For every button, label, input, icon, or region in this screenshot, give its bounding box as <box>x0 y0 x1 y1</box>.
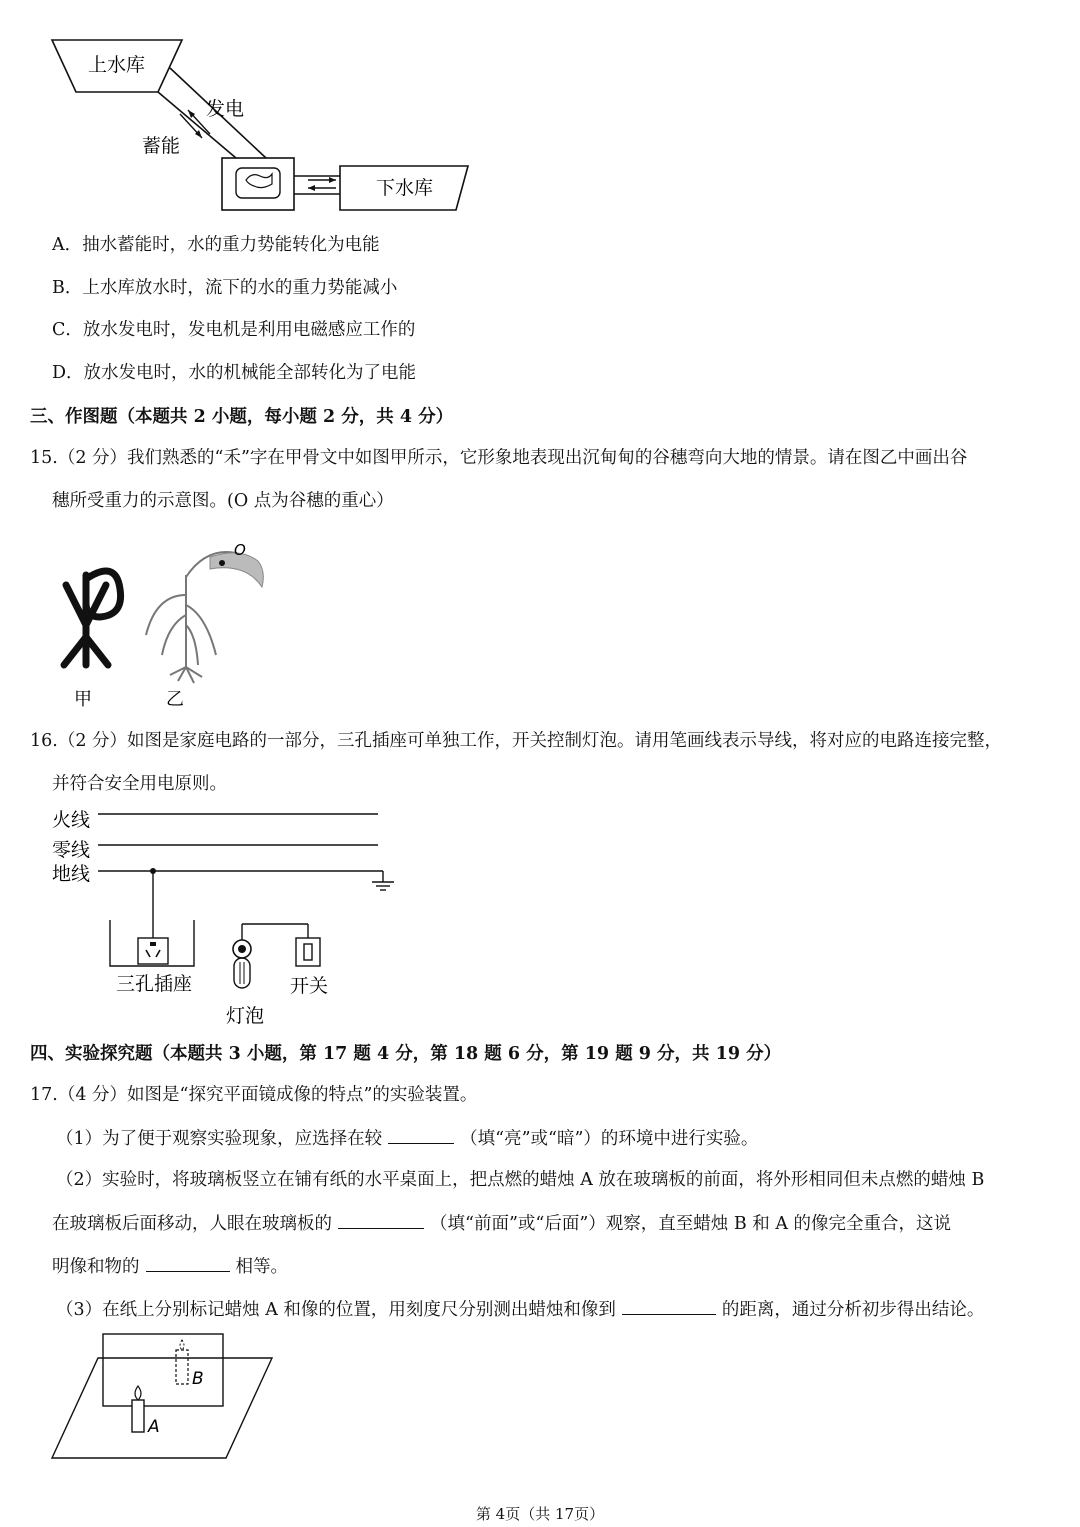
q15-text-line2: 穗所受重力的示意图。(O 点为谷穗的重心） <box>52 491 394 511</box>
q17-blank-4[interactable] <box>622 1296 716 1315</box>
ground-wire-label: 地线 <box>52 863 91 885</box>
store-label: 蓄能 <box>142 135 181 157</box>
grain-figure <box>50 535 270 715</box>
q17-part3 <box>56 1296 984 1322</box>
plane-mirror-setup <box>46 1330 286 1465</box>
bulb-label: 灯泡 <box>226 1005 265 1027</box>
q14-option-c: C．放水发电时，发电机是利用电磁感应工作的 <box>52 320 416 340</box>
q17-part3-text-b: 的距离，通过分析初步得出结论。 <box>721 1300 985 1320</box>
candle-a-label: A <box>148 1417 160 1437</box>
q17-part2-text-d: 明像和物的 <box>52 1257 140 1277</box>
q14-option-b: B．上水库放水时，流下的水的重力势能减小 <box>52 278 398 298</box>
upper-reservoir-label: 上水库 <box>88 54 146 76</box>
section-3-heading: 三、作图题（本题共 2 小题，每小题 2 分，共 4 分） <box>30 407 454 427</box>
q17-intro: 17.（4 分）如图是“探究平面镜成像的特点”的实验装置。 <box>30 1085 478 1105</box>
socket-label: 三孔插座 <box>116 973 193 995</box>
q14-option-d: D．放水发电时，水的机械能全部转化为了电能 <box>52 363 417 383</box>
label-jia: 甲 <box>74 689 92 710</box>
q17-part2-text-c: （填“前面”或“后面”）观察，直至蜡烛 B 和 A 的像完全重合，这说 <box>430 1214 952 1234</box>
label-yi: 乙 <box>166 689 184 710</box>
section-4-heading: 四、实验探究题（本题共 3 小题，第 17 题 4 分，第 18 题 6 分，第 19 题 9 分，共 19 分） <box>30 1044 782 1064</box>
circuit-diagram <box>50 800 410 1030</box>
q17-part3-text-a: （3）在纸上分别标记蜡烛 A 和像的位置，用刻度尺分别测出蜡烛和像到 <box>56 1300 616 1320</box>
q17-part2-line3 <box>52 1253 288 1279</box>
page-footer: 第 4页（共 17页） <box>475 1505 605 1523</box>
q17-part1 <box>56 1125 758 1151</box>
q17-blank-3[interactable] <box>146 1253 230 1272</box>
q14-option-a: A．抽水蓄能时，水的重力势能转化为电能 <box>52 235 380 255</box>
q17-part2-text-b: 在玻璃板后面移动，人眼在玻璃板的 <box>52 1214 332 1234</box>
q17-part2-line1: （2）实验时，将玻璃板竖立在铺有纸的水平桌面上，把点燃的蜡烛 A 放在玻璃板的前面，将外形相同但未点燃的蜡烛 B <box>56 1170 985 1190</box>
q17-blank-1[interactable] <box>388 1125 454 1144</box>
lower-reservoir-label: 下水库 <box>376 177 434 199</box>
q17-part2-text-e: 相等。 <box>235 1257 288 1277</box>
generate-label: 发电 <box>206 98 245 120</box>
q16-text-line1: 16.（2 分）如图是家庭电路的一部分，三孔插座可单独工作，开关控制灯泡。请用笔画线表示导线，将对应的电路连接完整， <box>30 731 1003 751</box>
q16-text-line2: 并符合安全用电原则。 <box>52 774 227 794</box>
q15-text-line1: 15.（2 分）我们熟悉的“禾”字在甲骨文中如图甲所示，它形象地表现出沉甸甸的谷穗弯向大地的情景。请在图乙中画出谷 <box>30 448 968 468</box>
q17-part1-text-b: （填“亮”或“暗”）的环境中进行实验。 <box>460 1129 759 1149</box>
reservoir-diagram <box>40 30 490 220</box>
live-wire-label: 火线 <box>52 809 91 831</box>
q17-part1-text-a: （1）为了便于观察实验现象，应选择在较 <box>56 1129 383 1149</box>
q17-blank-2[interactable] <box>338 1210 424 1229</box>
candle-b-label: B <box>192 1369 204 1389</box>
q17-part2-line2 <box>52 1210 951 1236</box>
neutral-wire-label: 零线 <box>52 839 91 861</box>
switch-label: 开关 <box>290 975 329 997</box>
center-of-gravity-label: O <box>234 541 246 559</box>
